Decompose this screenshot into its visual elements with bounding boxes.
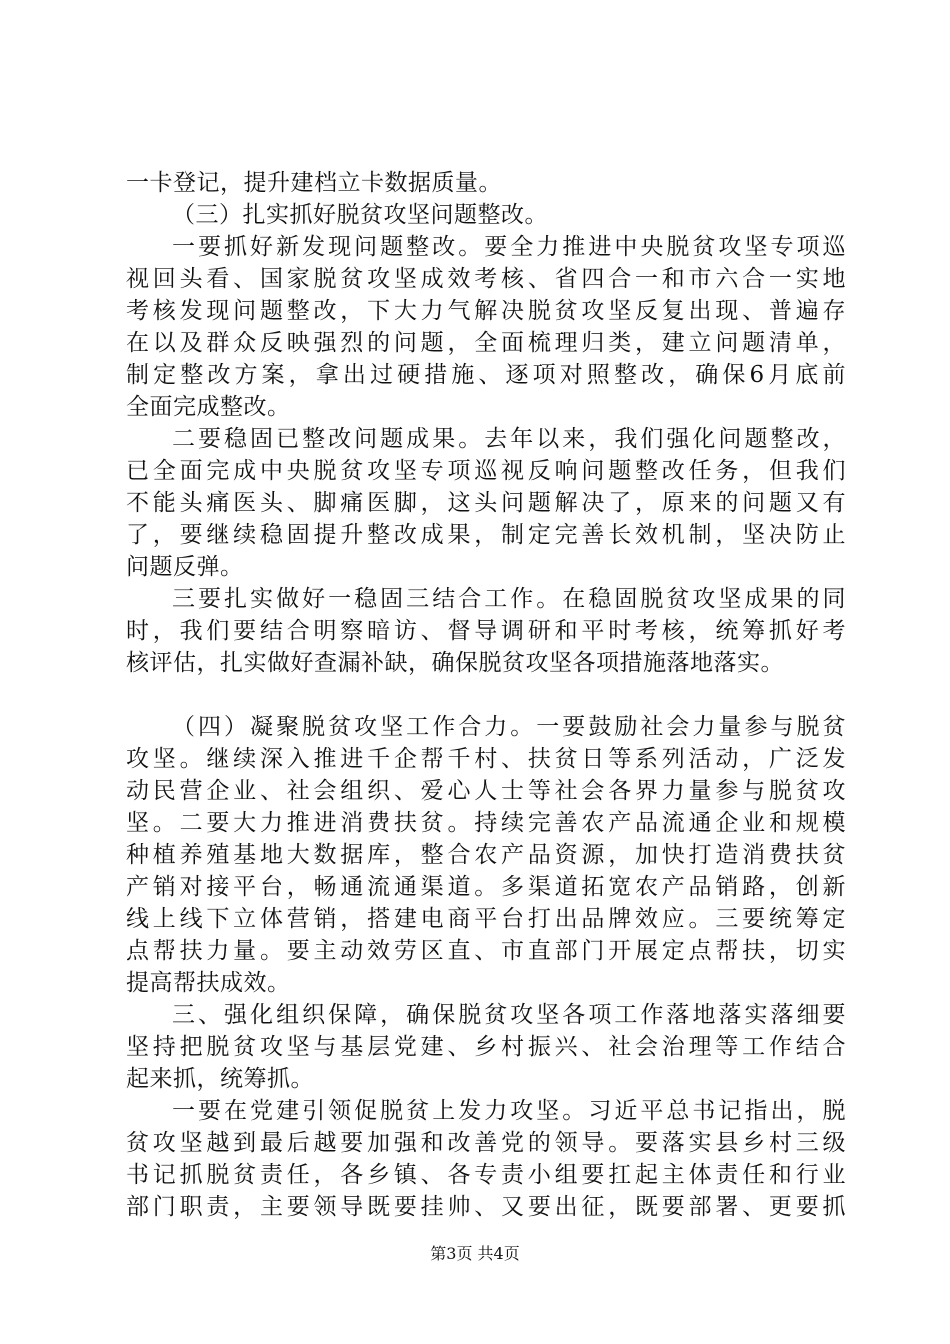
text-line: 起来抓，统筹抓。 [126, 1066, 314, 1092]
text-line: 全面完成整改。 [126, 394, 291, 420]
text-line: 坚。二要大力推进消费扶贫。持续完善农产品流通企业和规模 [126, 810, 846, 836]
text-line: 考核发现问题整改，下大力气解决脱贫攻坚反复出现、普遍存 [126, 298, 846, 324]
paragraph-spacer [126, 679, 846, 711]
paragraph [126, 711, 846, 999]
text-line: 三要扎实做好一稳固三结合工作。在稳固脱贫攻坚成果的同 [172, 586, 846, 612]
text-line: 点帮扶力量。要主动效劳区直、市直部门开展定点帮扶，切实 [126, 938, 846, 964]
paragraph [126, 231, 846, 423]
text-line: 制定整改方案，拿出过硬措施、逐项对照整改，确保6月底前 [126, 362, 846, 388]
text-line: （三）扎实抓好脱贫攻坚问题整改。 [172, 202, 548, 228]
text-line: 部门职责，主要领导既要挂帅、又要出征，既要部署、更要抓 [126, 1194, 846, 1220]
text-line: 三、强化组织保障，确保脱贫攻坚各项工作落地落实落细要 [172, 1002, 846, 1028]
text-line: 书记抓脱贫责任，各乡镇、各专责小组要扛起主体责任和行业 [126, 1162, 846, 1188]
paragraph [126, 1095, 846, 1223]
text-line: 视回头看、国家脱贫攻坚成效考核、省四合一和市六合一实地 [126, 266, 846, 292]
text-line: 时，我们要结合明察暗访、督导调研和平时考核，统筹抓好考 [126, 618, 846, 644]
text-line: 在以及群众反映强烈的问题，全面梳理归类，建立问题清单， [126, 330, 846, 356]
paragraph [126, 167, 846, 199]
paragraph [126, 583, 846, 679]
page-footer: 第3页 共4页 [430, 1244, 520, 1263]
text-line: 提高帮扶成效。 [126, 970, 291, 996]
text-line: 一要抓好新发现问题整改。要全力推进中央脱贫攻坚专项巡 [172, 234, 846, 260]
paragraph [126, 999, 846, 1095]
text-line: 问题反弹。 [126, 554, 244, 580]
text-line: 线上线下立体营销，搭建电商平台打出品牌效应。三要统筹定 [126, 906, 846, 932]
text-line: 已全面完成中央脱贫攻坚专项巡视反响问题整改任务，但我们 [126, 458, 846, 484]
text-line: 攻坚。继续深入推进千企帮千村、扶贫日等系列活动，广泛发 [126, 746, 846, 772]
paragraph [126, 199, 846, 231]
text-line: （四）凝聚脱贫攻坚工作合力。一要鼓励社会力量参与脱贫 [172, 714, 846, 740]
text-line: 核评估，扎实做好查漏补缺，确保脱贫攻坚各项措施落地落实。 [126, 650, 784, 676]
paragraph [126, 423, 846, 583]
text-line: 坚持把脱贫攻坚与基层党建、乡村振兴、社会治理等工作结合 [126, 1034, 846, 1060]
text-line: 一要在党建引领促脱贫上发力攻坚。习近平总书记指出，脱 [172, 1098, 846, 1124]
text-line: 了，要继续稳固提升整改成果，制定完善长效机制，坚决防止 [126, 522, 846, 548]
text-line: 一卡登记，提升建档立卡数据质量。 [126, 170, 502, 196]
document-body [126, 167, 846, 1223]
text-line: 产销对接平台，畅通流通渠道。多渠道拓宽农产品销路，创新 [126, 874, 846, 900]
text-line: 种植养殖基地大数据库，整合农产品资源，加快打造消费扶贫 [126, 842, 846, 868]
text-line: 动民营企业、社会组织、爱心人士等社会各界力量参与脱贫攻 [126, 778, 846, 804]
text-line: 贫攻坚越到最后越要加强和改善党的领导。要落实县乡村三级 [126, 1130, 846, 1156]
text-line: 不能头痛医头、脚痛医脚，这头问题解决了，原来的问题又有 [126, 490, 846, 516]
text-line: 二要稳固已整改问题成果。去年以来，我们强化问题整改， [172, 426, 846, 452]
